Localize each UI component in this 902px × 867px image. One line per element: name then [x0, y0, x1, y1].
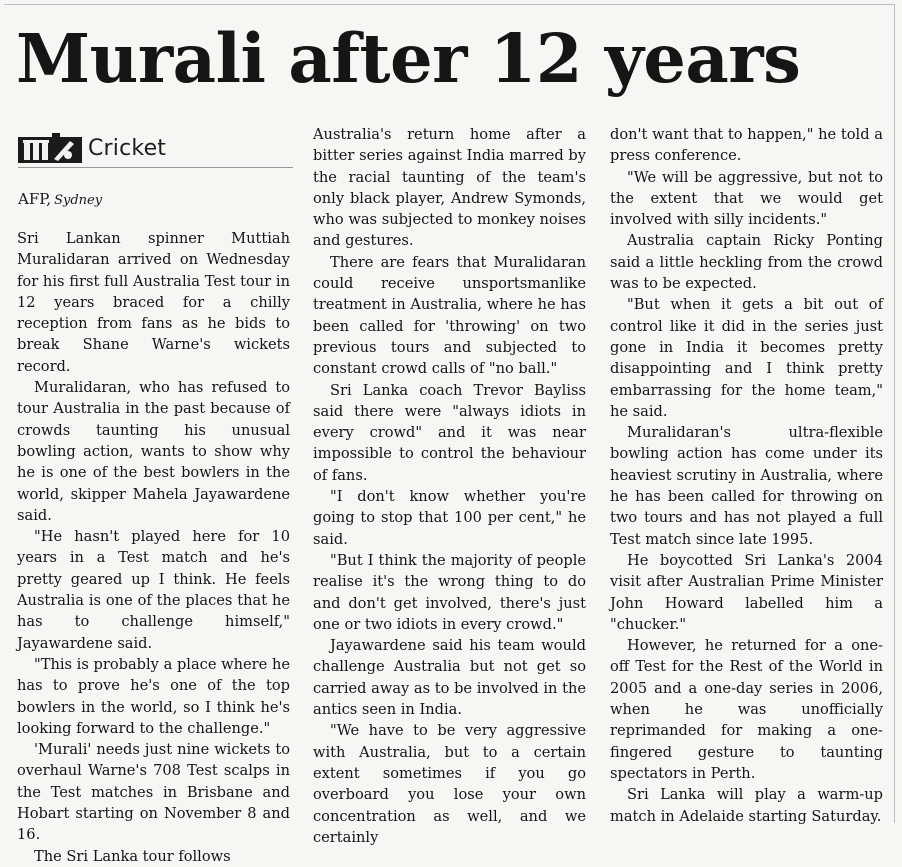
headline: Murali after 12 years — [16, 19, 801, 98]
section-divider — [18, 167, 293, 168]
paragraph: "We have to be very aggressive with Australia, but to a certain extent sometimes if you go overboard you lose your own concentration as well, and we certainly — [313, 722, 586, 846]
section-header — [18, 130, 166, 166]
paragraph: Sri Lanka coach Trevor Bayliss said there were "always idiots in every crowd" and it was near impossible to control the behaviour of fans. — [313, 381, 586, 484]
paragraph: Australia's return home after a bitter series against India marred by the racial taunting of the team's only black player, Andrew Symonds, who was subjected to monkey noises and gestures. — [313, 126, 586, 250]
paragraph: Jayawardene said his team would challenge Australia but not get so carried away as to be involved in the antics seen in India. — [313, 637, 586, 719]
byline — [18, 190, 102, 208]
paragraph: Sri Lanka will play a warm-up match in Adelaide starting Saturday. — [610, 786, 883, 825]
paragraph: "But when it gets a bit out of control like it did in the series just gone in India it becomes pretty disappointing and I think pretty embarrassing for the home team," he said. — [610, 296, 883, 420]
byline-agency: AFP, — [18, 190, 52, 208]
paragraph: However, he returned for a one-off Test for the Rest of the World in 2005 and a one-day series in 2006, when he was unofficially reprimanded for making a one-fingered gesture to taunting spectators in Perth. — [610, 637, 883, 782]
paragraph: "But I think the majority of people realise it's the wrong thing to do and don't get involved, there's just one or two idiots in every crowd." — [313, 551, 586, 633]
article-column-2 — [313, 124, 586, 848]
paragraph: "I don't know whether you're going to stop that 100 per cent," he said. — [313, 488, 586, 548]
paragraph: 'Murali' needs just nine wickets to overhaul Warne's 708 Test scalps in the Test matches in Brisbane and Hobart starting on November 8 and 16. — [17, 741, 290, 844]
paragraph: Sri Lankan spinner Muttiah Muralidaran arrived on Wednesday for his first full Australia Test tour in 12 years braced for a chilly reception from fans as he bids to break Shane Warne's wickets record. — [17, 230, 290, 375]
byline-location: Sydney — [54, 193, 103, 208]
paragraph: The Sri Lanka tour follows — [34, 847, 231, 865]
paragraph: "This is probably a place where he has to prove he's one of the top bowlers in the world, so I think he's looking forward to the challenge." — [17, 655, 290, 737]
paragraph: Australia captain Ricky Ponting said a little heckling from the crowd was to be expected. — [610, 232, 883, 293]
paragraph: Muralidaran, who has refused to tour Australia in the past because of crowds taunting his unusual bowling action, wants to show why he is one of the best bowlers in the world, skipper Mahela Jayawardene said. — [17, 379, 290, 524]
paragraph: Muralidaran's ultra-flexible bowling action has come under its heaviest scrutiny in Australia, where he has been called for throwing on two tours and has not played a full Test match since late 1995. — [610, 424, 883, 548]
article-column-3 — [610, 124, 883, 827]
paragraph: He boycotted Sri Lanka's 2004 visit after Australian Prime Minister John Howard labelled him a "chucker." — [610, 551, 883, 633]
article-column-1 — [17, 228, 290, 867]
paragraph: "He hasn't played here for 10 years in a Test match and he's pretty geared up I think. He feels Australia is one of the places that he has to challenge himself," Jayawardene said. — [17, 528, 290, 652]
paragraph: don't want that to happen," he told a press conference. — [610, 126, 883, 165]
paragraph: There are fears that Muralidaran could receive unsportsmanlike treatment in Australia, where he has been called for 'throwing' on two previous tours and subjected to constant crowd calls of "no ball." — [313, 253, 586, 378]
cricket-icon — [18, 133, 82, 163]
section-label: Cricket — [88, 135, 167, 161]
paragraph: "We will be aggressive, but not to the extent that we would get involved with silly incidents." — [610, 168, 883, 229]
